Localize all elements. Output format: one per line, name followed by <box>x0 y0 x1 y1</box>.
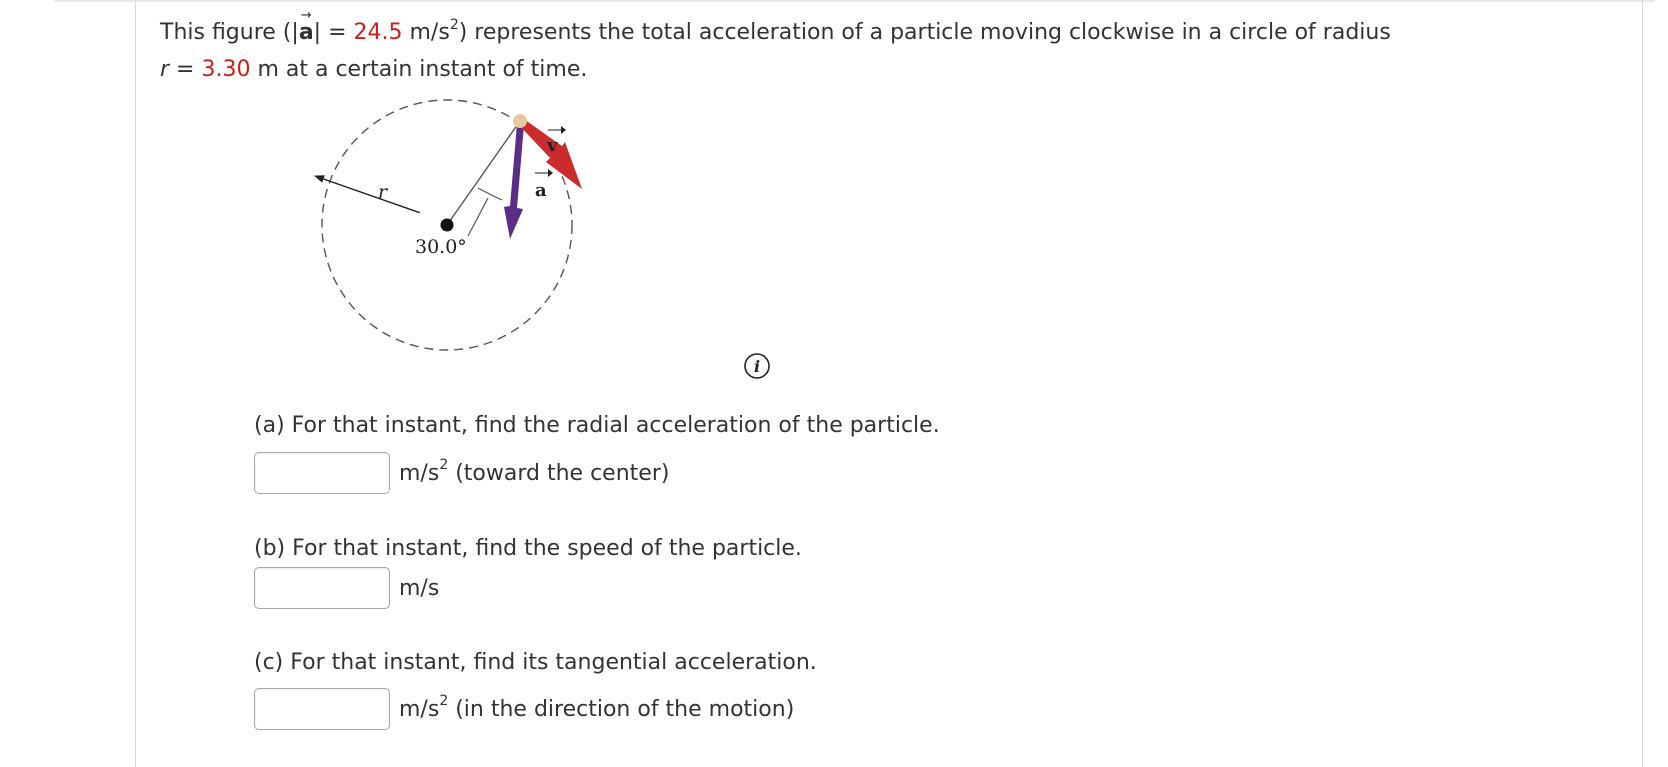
velocity-label-arrowhead <box>561 126 566 134</box>
acceleration-vector-symbol: → a <box>299 14 314 51</box>
answer-a-input[interactable] <box>254 452 390 494</box>
answer-c-unit <box>399 693 795 722</box>
unit-note: (toward the center) <box>448 460 670 486</box>
acceleration-label-arrowhead <box>548 169 553 177</box>
radius-arrow <box>315 176 432 217</box>
problem-text: = <box>169 57 202 82</box>
problem-text: | = <box>313 20 354 45</box>
question-c-label: (c) For that instant, find its tangential acceleration. <box>254 650 817 675</box>
answer-row-a <box>254 452 669 494</box>
problem-statement <box>160 14 1630 88</box>
unit-text: m/s <box>399 460 440 486</box>
answer-row-c <box>254 688 794 730</box>
center-point <box>441 219 454 232</box>
question-b-label: (b) For that instant, find the speed of the particle. <box>254 536 802 561</box>
acceleration-arrow-label: a <box>535 180 547 201</box>
problem-text: ) represents the total acceleration of a particle moving clockwise in a circle of radius <box>458 20 1391 45</box>
answer-b-unit <box>399 576 439 601</box>
acceleration-value: 24.5 <box>353 20 403 45</box>
info-icon[interactable] <box>743 352 771 380</box>
unit-exponent: 2 <box>439 457 449 474</box>
radius-symbol: r <box>160 57 170 82</box>
unit-text: m/s <box>399 575 440 601</box>
unit-note: (in the direction of the motion) <box>448 696 795 722</box>
circular-motion-figure <box>290 88 630 358</box>
answer-b-input[interactable] <box>254 567 390 609</box>
unit-exponent: 2 <box>439 693 449 710</box>
radius-label: r <box>378 181 388 203</box>
problem-text: This figure (| <box>160 20 299 45</box>
velocity-arrow-label: v <box>547 135 558 156</box>
question-a-label: (a) For that instant, find the radial acceleration of the particle. <box>254 413 940 438</box>
answer-a-unit <box>399 457 670 486</box>
angle-leader <box>468 198 488 236</box>
problem-text: m at a certain instant of time. <box>250 57 588 82</box>
answer-row-b <box>254 567 439 609</box>
info-icon-glyph: i <box>753 357 761 376</box>
particle <box>513 114 527 128</box>
unit-text: m/s <box>399 696 440 722</box>
problem-text: m/s <box>402 20 450 45</box>
answer-c-input[interactable] <box>254 688 390 730</box>
angle-arc <box>478 188 502 200</box>
acceleration-arrow <box>504 124 524 239</box>
unit-exponent: 2 <box>449 16 459 33</box>
radius-value: 3.30 <box>201 57 251 82</box>
angle-label: 30.0° <box>415 236 467 258</box>
